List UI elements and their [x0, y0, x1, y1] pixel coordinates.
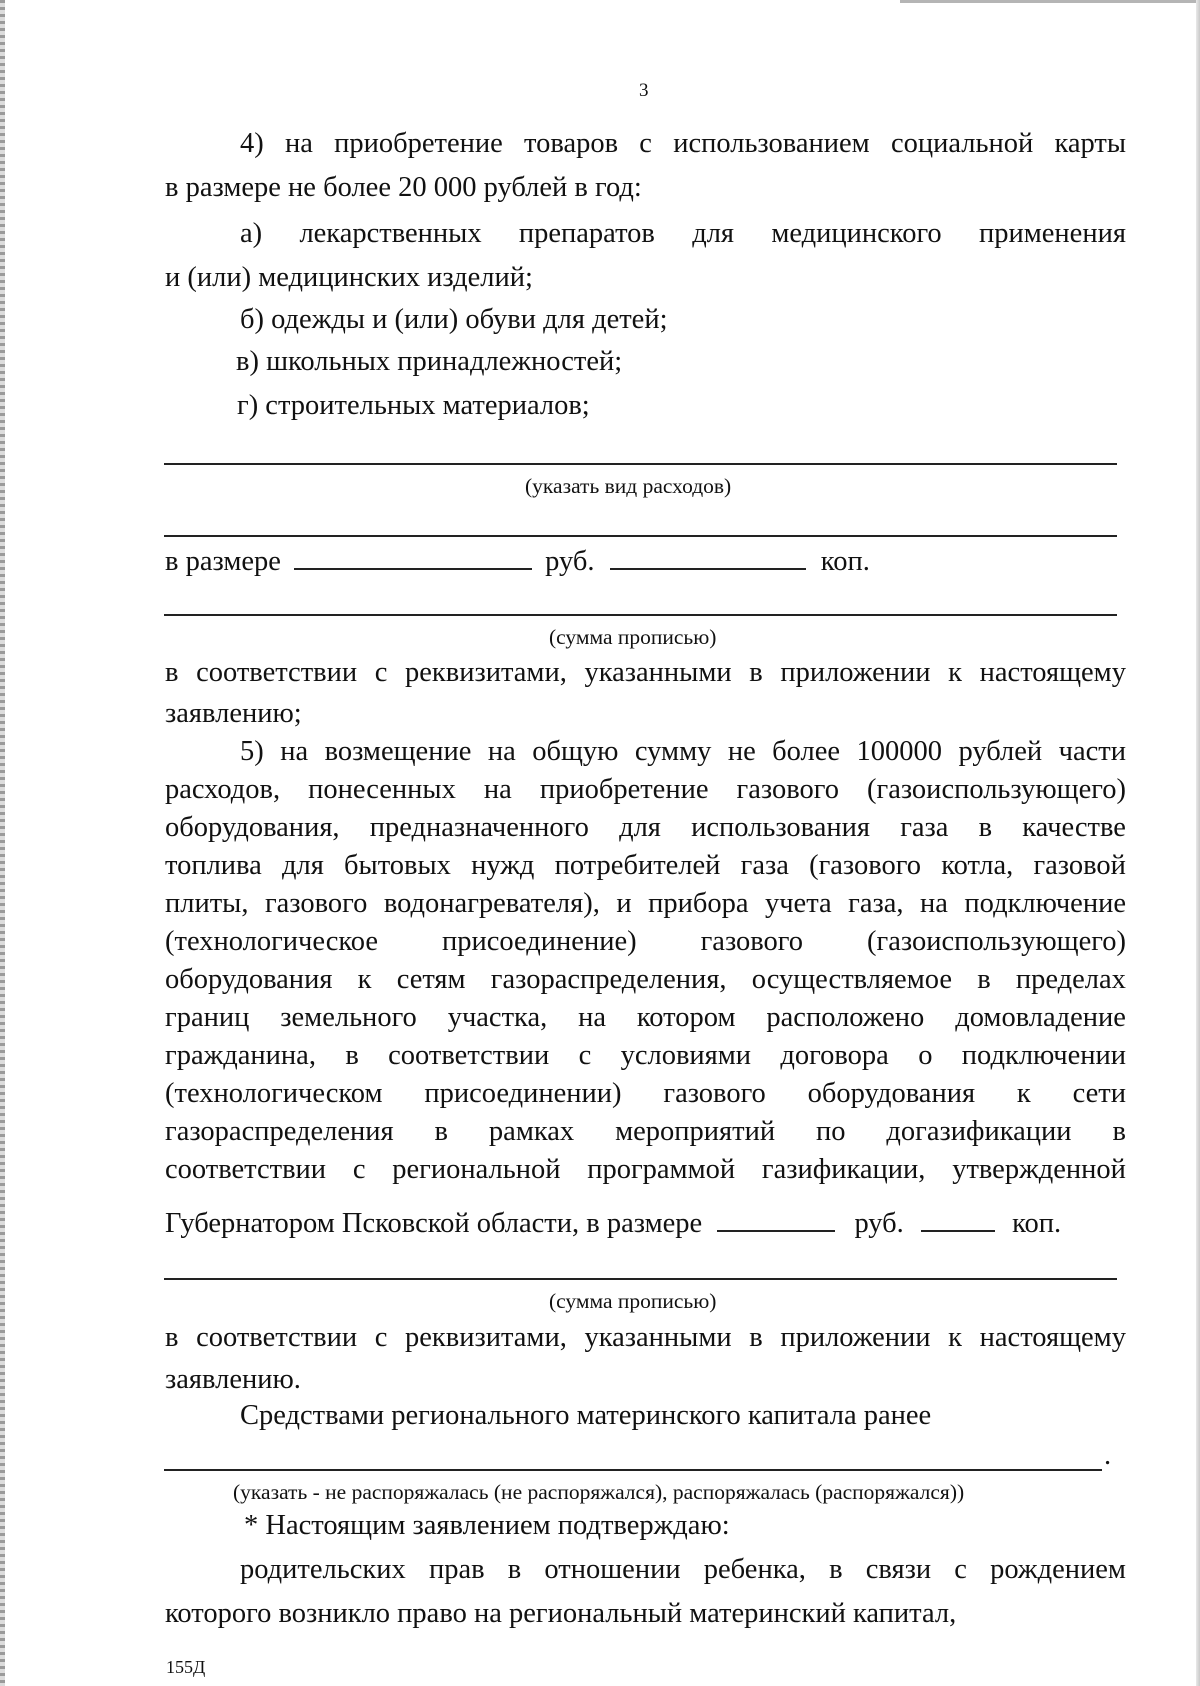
word: нужд — [471, 850, 535, 881]
word: прибора — [648, 888, 749, 919]
req4-line2: заявлению; — [165, 698, 302, 729]
word: учета — [764, 888, 832, 919]
footer-code: 155Д — [166, 1657, 206, 1677]
word: приобретение — [539, 774, 709, 805]
word: 4) — [240, 128, 264, 159]
word: (технологическом — [165, 1078, 383, 1109]
scan-edge-right — [1196, 0, 1200, 1686]
word: возмещение — [324, 736, 472, 767]
word: присоединение) — [442, 926, 637, 957]
word: газа, — [848, 888, 904, 919]
word: сети — [1072, 1078, 1126, 1109]
word: подключение — [964, 888, 1126, 919]
word: карты — [1054, 128, 1126, 159]
word: в — [434, 1116, 449, 1147]
word: в — [165, 1322, 179, 1353]
word: качестве — [1022, 812, 1126, 843]
word: 5) — [240, 736, 264, 767]
item4-b: б) одежды и (или) обуви для детей; — [240, 304, 668, 335]
word: газовой — [1033, 850, 1126, 881]
word: реквизитами, — [405, 657, 567, 688]
word: с — [352, 1154, 366, 1185]
word: газификации, — [761, 1154, 926, 1185]
word: условиями — [620, 1040, 752, 1071]
word: региональной — [392, 1154, 561, 1185]
item4-line1 — [240, 126, 1126, 162]
word: по — [816, 1116, 846, 1147]
page-number: 3 — [639, 80, 649, 101]
word: программой — [587, 1154, 736, 1185]
expense-type-caption: (указать вид расходов) — [525, 474, 732, 498]
word: сетям — [396, 964, 466, 995]
word: использования — [691, 812, 871, 843]
kop-blank[interactable] — [610, 544, 806, 570]
capital-period: . — [1104, 1440, 1112, 1471]
scan-edge-left — [0, 0, 5, 1686]
word: газового — [700, 926, 804, 957]
word: бытовых — [344, 850, 451, 881]
word: на — [483, 774, 512, 805]
word: соответствии — [196, 1322, 358, 1353]
word: газа — [900, 812, 949, 843]
item5-line — [165, 924, 1126, 960]
item5-line — [165, 848, 1126, 884]
req5-line1 — [165, 1320, 1126, 1356]
word: соответствии — [165, 1154, 327, 1185]
word: сумму — [634, 736, 712, 767]
word: отношении — [544, 1554, 681, 1585]
capital-line1: Средствами регионального материнского капитала ранее — [240, 1400, 932, 1431]
item5-line — [165, 1038, 1126, 1074]
word: к — [948, 657, 963, 688]
word: настоящему — [979, 1322, 1126, 1353]
word: в — [977, 964, 991, 995]
word: лекарственных — [299, 218, 482, 249]
word: прав — [428, 1554, 485, 1585]
word: указанными — [584, 1322, 732, 1353]
word: для — [619, 812, 661, 843]
word: на — [578, 1002, 607, 1033]
word: границ — [165, 1002, 250, 1033]
word: газового — [736, 774, 839, 805]
word: связи — [865, 1554, 932, 1585]
word: земельного — [280, 1002, 417, 1033]
scan-edge-top — [900, 0, 1200, 3]
word: гражданина, — [165, 1040, 316, 1071]
word: к — [948, 1322, 963, 1353]
word: котла, — [941, 850, 1014, 881]
word: соответствии — [196, 657, 358, 688]
word: препаратов — [518, 218, 655, 249]
amount-prefix: в размере — [165, 546, 281, 577]
word: настоящему — [979, 657, 1126, 688]
word: социальной — [890, 128, 1034, 159]
word: медицинского — [771, 218, 942, 249]
item5-amount-words-line[interactable] — [164, 1278, 1117, 1280]
req4-line1 — [165, 655, 1126, 691]
word: с — [374, 1322, 388, 1353]
word: газового — [663, 1078, 766, 1109]
item5-line — [165, 810, 1126, 846]
kop-label: коп. — [820, 546, 870, 577]
rub-label: руб. — [545, 546, 595, 577]
word: утвержденной — [952, 1154, 1126, 1185]
word: в — [165, 657, 179, 688]
word: с — [639, 128, 652, 159]
item5-last-line — [165, 1206, 1061, 1242]
word: приобретение — [334, 128, 503, 159]
word: подключении — [961, 1040, 1126, 1071]
word: на — [284, 128, 313, 159]
word: не — [727, 736, 756, 767]
word: применения — [978, 218, 1126, 249]
word: присоединении) — [424, 1078, 622, 1109]
word: рамках — [488, 1116, 575, 1147]
item4-line2: в размере не более 20 000 рублей в год: — [165, 172, 642, 203]
word: оборудования — [165, 964, 333, 995]
word: (технологическое — [165, 926, 378, 957]
amount-words-line[interactable] — [164, 614, 1117, 616]
word: газораспределения, — [490, 964, 727, 995]
item4-a-line2: и (или) медицинских изделий; — [165, 262, 533, 293]
word: а) — [240, 218, 263, 249]
item5-rub-blank[interactable] — [717, 1206, 835, 1232]
word: оборудования, — [165, 812, 340, 843]
word: в — [749, 657, 763, 688]
word: приложении — [780, 657, 931, 688]
word: (газового — [809, 850, 922, 881]
word: в — [829, 1554, 843, 1585]
confirm-line1 — [240, 1552, 1126, 1588]
rub-blank[interactable] — [294, 544, 532, 570]
word: газа — [740, 850, 789, 881]
expense-type-line[interactable] — [164, 463, 1117, 465]
word: предназначенного — [369, 812, 589, 843]
word: потребителей — [554, 850, 721, 881]
item5-kop-blank[interactable] — [921, 1206, 995, 1232]
word: использованием — [673, 128, 870, 159]
word: соответствии — [388, 1040, 550, 1071]
item5-rub-label: руб. — [854, 1208, 904, 1239]
word: с — [578, 1040, 592, 1071]
item5-line — [240, 734, 1126, 770]
word: в — [749, 1322, 763, 1353]
word: плиты, — [165, 888, 249, 919]
word: приложении — [780, 1322, 931, 1353]
word: газового — [264, 888, 368, 919]
word: к — [357, 964, 372, 995]
expense-type-line-2[interactable] — [164, 535, 1117, 537]
req5-line2: заявлению. — [165, 1364, 301, 1395]
item5-amount-words-caption: (сумма прописью) — [549, 1289, 717, 1313]
word: к — [1016, 1078, 1031, 1109]
word: с — [954, 1554, 967, 1585]
word: (газоиспользующего) — [867, 926, 1126, 957]
word: на — [280, 736, 309, 767]
word: с — [374, 657, 388, 688]
word: в — [978, 812, 993, 843]
word: водонагревателя), — [383, 888, 600, 919]
item5-last-text: Губернатором Псковской области, в размере — [165, 1208, 703, 1239]
amount-words-caption: (сумма прописью) — [549, 625, 717, 649]
item5-line — [165, 1152, 1126, 1188]
word: понесенных — [308, 774, 456, 805]
word: о — [918, 1040, 933, 1071]
word: для — [692, 218, 735, 249]
word: родительских — [240, 1554, 406, 1585]
word: осуществляемое — [751, 964, 952, 995]
item5-line — [165, 962, 1126, 998]
capital-answer-line[interactable] — [164, 1469, 1102, 1471]
word: рублей — [958, 736, 1043, 767]
word: на — [487, 736, 516, 767]
word: газораспределения — [165, 1116, 394, 1147]
word: указанными — [584, 657, 732, 688]
item5-line — [165, 1000, 1126, 1036]
word: для — [282, 850, 324, 881]
item4-v: в) школьных принадлежностей; — [236, 346, 623, 377]
item5-kop-label: коп. — [1012, 1208, 1062, 1239]
word: в — [1112, 1116, 1126, 1147]
word: части — [1058, 736, 1126, 767]
item4-g: г) строительных материалов; — [237, 390, 590, 421]
item5-line — [165, 1114, 1126, 1150]
word: 100000 — [856, 736, 943, 767]
word: пределах — [1015, 964, 1126, 995]
word: (газоиспользующего) — [867, 774, 1126, 805]
word: мероприятий — [615, 1116, 776, 1147]
word: в — [345, 1040, 359, 1071]
word: на — [920, 888, 948, 919]
word: реквизитами, — [405, 1322, 567, 1353]
word: догазификации — [886, 1116, 1072, 1147]
confirm-heading: * Настоящим заявлением подтверждаю: — [244, 1510, 730, 1541]
word: общую — [532, 736, 619, 767]
word: расходов, — [165, 774, 281, 805]
word: котором — [636, 1002, 736, 1033]
amount-row — [165, 544, 870, 580]
item5-line — [165, 1076, 1126, 1112]
item5-line — [165, 886, 1126, 922]
word: рождением — [990, 1554, 1126, 1585]
word: договора — [780, 1040, 889, 1071]
word: топлива — [165, 850, 262, 881]
confirm-line2: которого возникло право на региональный материнский капитал, — [165, 1598, 957, 1629]
word: и — [616, 888, 632, 919]
word: товаров — [524, 128, 619, 159]
word: более — [772, 736, 841, 767]
word: оборудования — [807, 1078, 976, 1109]
word: в — [507, 1554, 522, 1585]
item4-a-line1 — [240, 216, 1126, 252]
item5-line — [165, 772, 1126, 808]
word: ребенка, — [703, 1554, 806, 1585]
word: расположено — [766, 1002, 925, 1033]
word: домовладение — [955, 1002, 1126, 1033]
capital-caption: (указать - не распоряжалась (не распоряжался), распоряжалась (распоряжался)) — [233, 1480, 965, 1504]
word: участка, — [447, 1002, 548, 1033]
